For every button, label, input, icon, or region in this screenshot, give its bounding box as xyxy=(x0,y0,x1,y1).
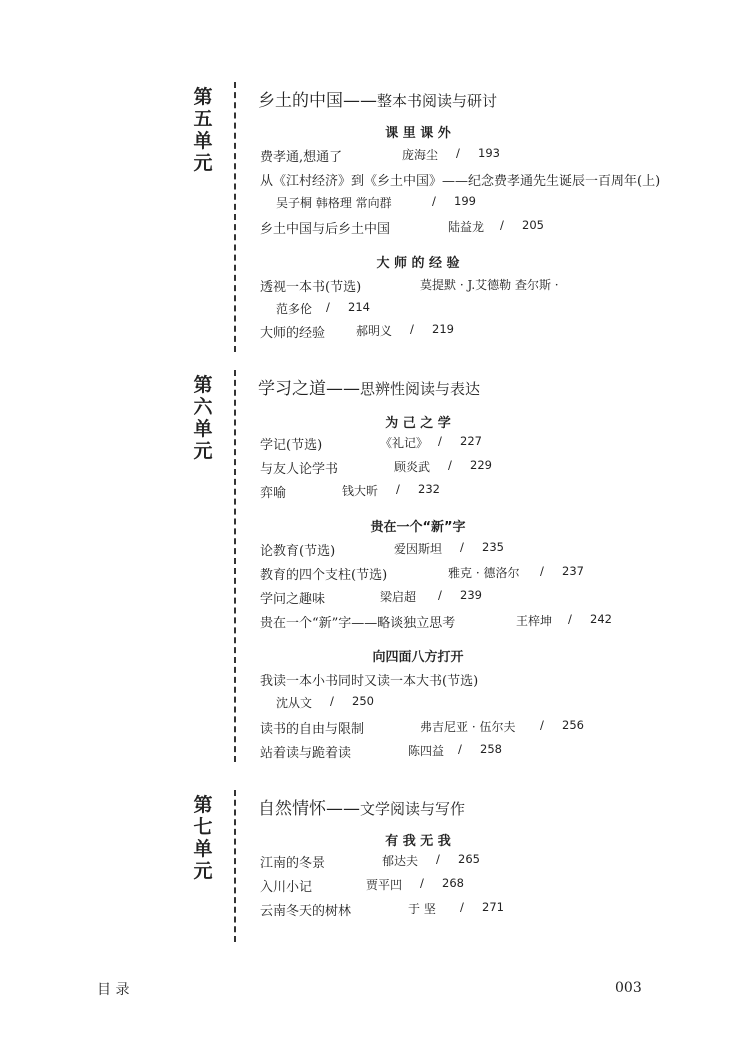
section-heading: 课 里 课 外 xyxy=(385,126,451,141)
toc-entry-continued[interactable]: 吴子桐 韩格理 常向群 / 199 xyxy=(276,194,476,210)
toc-entry[interactable]: 弈喻 钱大昕 / 232 xyxy=(260,482,440,501)
toc-entry[interactable]: 江南的冬景 郁达夫 / 265 xyxy=(260,852,480,871)
dashed-divider xyxy=(234,82,236,352)
dashed-divider xyxy=(234,370,236,762)
toc-entry[interactable]: 论教育(节选) 爱因斯坦 / 235 xyxy=(260,540,504,559)
toc-entry[interactable]: 我读一本小书同时又读一本大书(节选) xyxy=(260,674,479,689)
toc-entry[interactable]: 读书的自由与限制 弗吉尼亚 · 伍尔夫 / 256 xyxy=(260,718,584,737)
toc-entry[interactable]: 费孝通,想通了 庞海尘 / 193 xyxy=(260,146,500,165)
toc-entry[interactable]: 教育的四个支柱(节选) 雅克 · 德洛尔 / 237 xyxy=(260,564,584,583)
unit-label: 第 六 单 元 xyxy=(193,374,213,462)
toc-entry[interactable]: 乡土中国与后乡土中国 陆益龙 / 205 xyxy=(260,218,544,237)
unit-label: 第 五 单 元 xyxy=(193,86,213,174)
toc-entry-continued[interactable]: 沈从文 / 250 xyxy=(276,694,374,710)
toc-entry[interactable]: 透视一本书(节选) 莫提默 · J.艾德勒 查尔斯 · xyxy=(260,278,559,295)
toc-entry[interactable]: 贵在一个“新”字——略谈独立思考 王梓坤 / 242 xyxy=(260,612,612,631)
section-heading: 有 我 无 我 xyxy=(385,834,451,849)
section-heading: 贵在一个“新”字 xyxy=(370,520,466,535)
unit-title: 乡土的中国——整本书阅读与研讨 xyxy=(258,91,498,111)
section-heading: 为 己 之 学 xyxy=(385,416,451,431)
toc-entry[interactable]: 大师的经验 郝明义 / 219 xyxy=(260,322,454,341)
toc-entry[interactable]: 入川小记 贾平凹 / 268 xyxy=(260,876,464,895)
dashed-divider xyxy=(234,790,236,942)
page-number: 003 xyxy=(615,980,642,996)
toc-entry[interactable]: 从《江村经济》到《乡土中国》——纪念费孝通先生诞辰一百周年(上) xyxy=(260,174,661,189)
section-heading: 大 师 的 经 验 xyxy=(376,256,460,271)
section-heading: 向四面八方打开 xyxy=(372,650,464,665)
footer-section-label: 目 录 xyxy=(97,982,130,998)
unit-title: 学习之道——思辨性阅读与表达 xyxy=(258,379,481,399)
toc-entry[interactable]: 与友人论学书 顾炎武 / 229 xyxy=(260,458,492,477)
toc-entry[interactable]: 站着读与跪着读 陈四益 / 258 xyxy=(260,742,502,761)
toc-entry[interactable]: 学记(节选) 《礼记》 / 227 xyxy=(260,434,482,453)
unit-title: 自然情怀——文学阅读与写作 xyxy=(258,799,466,819)
toc-entry[interactable]: 学问之趣味 梁启超 / 239 xyxy=(260,588,482,607)
toc-entry[interactable]: 云南冬天的树林 于 坚 / 271 xyxy=(260,900,504,919)
toc-entry-continued[interactable]: 范多伦 / 214 xyxy=(276,300,370,316)
unit-label: 第 七 单 元 xyxy=(193,794,213,882)
